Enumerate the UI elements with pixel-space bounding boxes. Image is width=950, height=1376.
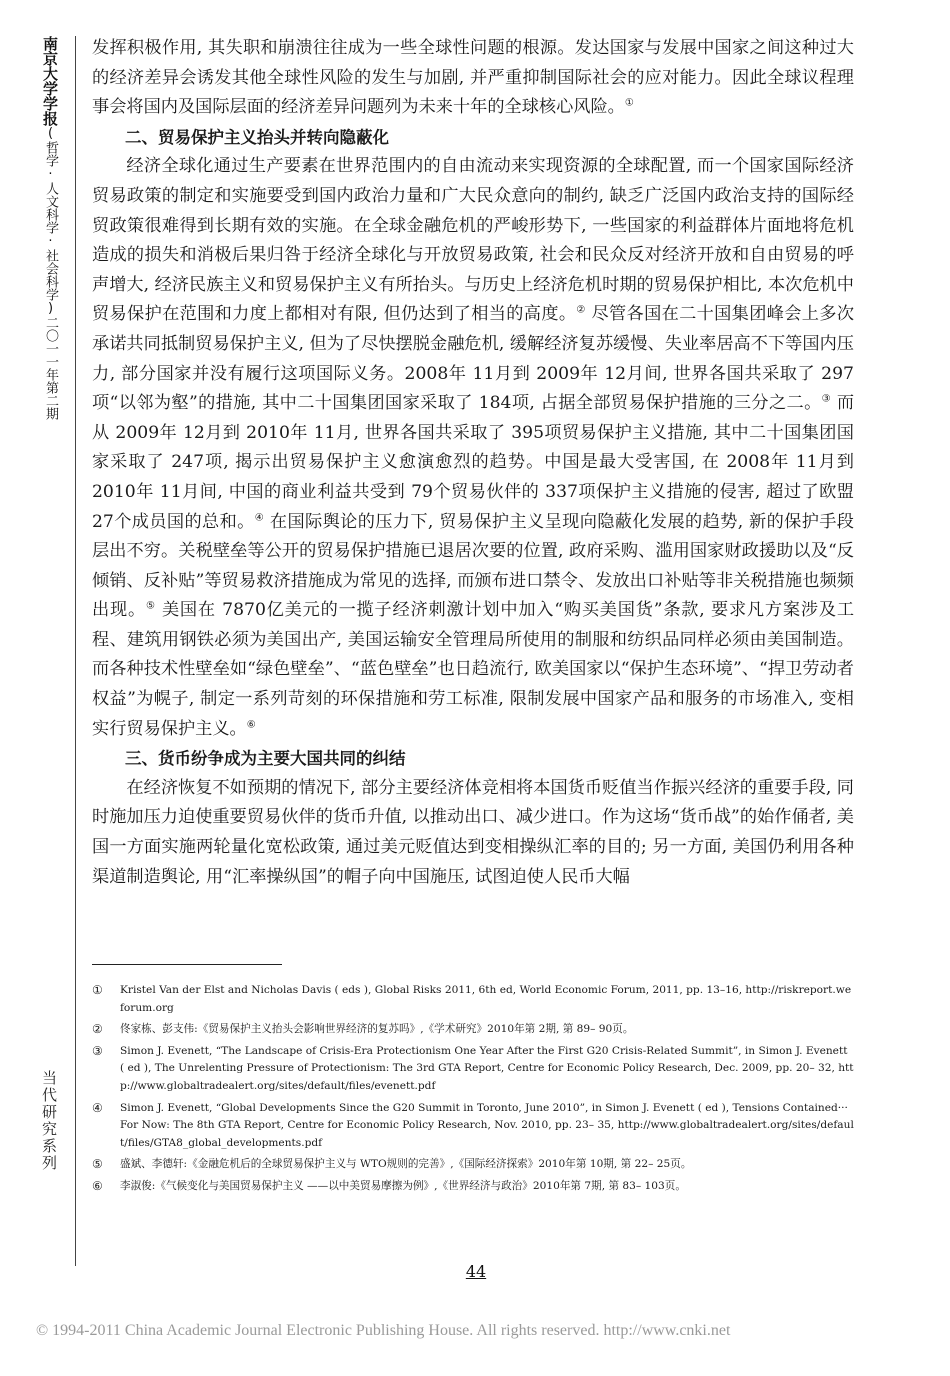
footnote-ref-6[interactable]: ⑥ xyxy=(246,718,256,730)
footnote-1: ① Kristel Van der Elst and Nicholas Davis ( eds ), Global Risks 2011, 6th ed, World Economic Forum, 2011, pp. 13–16, http://riskreport.weforum.org xyxy=(92,983,852,1014)
article-body xyxy=(92,34,854,892)
footnote-ref-3[interactable]: ③ xyxy=(821,393,831,405)
footnote-6: ⑥ 李淑俊:《气候变化与美国贸易保护主义 ——以中美贸易摩擦为例》,《世界经济与政治》2010年第 7期, 第 83– 103页。 xyxy=(92,1178,686,1193)
page-number: 44 xyxy=(465,1262,487,1281)
footnote-5: ⑤ 盛斌、李德轩:《金融危机后的全球贸易保护主义与 WTO规则的完善》,《国际经济探索》2010年第 10期, 第 22– 25页。 xyxy=(92,1157,692,1172)
footnote-2: ② 佟家栋、彭支伟:《贸易保护主义抬头会影响世界经济的复苏吗》,《学术研究》2010年第 2期, 第 89– 90页。 xyxy=(92,1022,634,1037)
side-divider xyxy=(75,36,76,1266)
section-heading-3: 三、货币纷争成为主要大国共同的纠结 xyxy=(125,749,406,769)
journal-subtitle: (哲学·人文科学·社会科学) xyxy=(43,126,58,316)
paragraph-1: 发挥积极作用, 其失职和崩溃往往成为一些全球性问题的根源。发达国家与发展中国家之间这种过大的经济差异会诱发其他全球性风险的发生与加剧, 并严重抑制国际社会的应对能力。因此全球议程理事会将国内及国际层面的经济差异问题列为未来十年的全球核心风险。① xyxy=(92,38,854,118)
journal-name: 南京大学学报 xyxy=(41,36,59,126)
footnote-rule xyxy=(92,964,282,965)
footnote-ref-2[interactable]: ② xyxy=(576,304,586,316)
footnote-ref-4[interactable]: ④ xyxy=(254,511,265,523)
footnote-ref-5[interactable]: ⑤ xyxy=(145,600,156,612)
footnotes xyxy=(92,982,854,1200)
copyright-notice: © 1994-2011 China Academic Journal Electronic Publishing House. All rights reserved. http://www.cnki.net xyxy=(36,1322,731,1339)
series-label: 当代研究系列 xyxy=(40,1070,58,1172)
section-heading-2: 二、贸易保护主义抬头并转向隐蔽化 xyxy=(125,127,389,147)
paragraph-2: 经济全球化通过生产要素在世界范围内的自由流动来实现资源的全球配置, 而一个国家国际经济贸易政策的制定和实施要受到国内政治力量和广大民众意向的制约, 缺乏广泛国内政治支持的国际经贸政策很难得到长期有效的实施。在全球金融危机的严峻形势下, 一些国家的利益群体片面地将危机造成的损失和消极后果归咎于经济全球化与开放贸易政策, 社会和民众反对经济开放和自由贸易的呼声增大, 经济民族主义和贸易保护主义有所抬头。与历史上经济危机时期的贸易保护相比, 本次危机中贸易保护在范围和力度上都相对有限, 但仍达到了相当的高度。② 尽管各国在二十国集团峰会上多次承诺共同抵制贸易保护主义, 但为了尽快摆脱金融危机, 缓解经济复苏缓慢、失业率居高不下等国内压力, 部分国家并没有履行这项国际义务。2008年 11月到 2009年 12月间, 世界各国共采取了 297项“以邻为壑”的措施, 其中二十国集团国家采取了 184项, 占据全部贸易保护措施的三分之二。③ 而从 2009年 12月到 2010年 11月, 世界各国共采取了 395项贸易保护主义措施, 其中二十国集团国家采取了 247项, 揭示出贸易保护主义愈演愈烈的趋势。中国是最大受害国, 在 2008年 11月到 2010年 11月间, 中国的商业利益共受到 79个贸易伙伴的 337项保护主义措施的侵害, 超过了欧盟 27个成员国的总和。④ 在国际舆论的压力下, 贸易保护主义呈现向隐蔽化发展的趋势, 新的保护手段层出不穷。关税壁垒等公开的贸易保护措施已退居次要的位置, 政府采购、滥用国家财政援助以及“反倾销、反补贴”等贸易救济措施成为常见的选择, 而颁布进口禁令、发放出口补贴等非关税措施也频频出现。⑤ 美国在 7870亿美元的一揽子经济刺激计划中加入“购买美国货”条款, 要求凡方案涉及工程、建筑用钢铁必须为美国出产, 美国运输安全管理局所使用的制服和纺织品同样必须由美国制造。而各种技术性壁垒如“绿色壁垒”、“蓝色壁垒”也日趋流行, 欧美国家以“保护生态环境”、“捍卫劳动者权益”为幌子, 制定一系列苛刻的环保措施和劳工标准, 限制发展中国家产品和服务的市场准入, 变相实行贸易保护主义。⑥ xyxy=(92,156,855,739)
footnote-ref-1[interactable]: ① xyxy=(624,97,634,109)
footnote-3: ③ Simon J. Evenett, “The Landscape of Crisis-Era Protectionism One Year After the First G20 Crisis-Related Summit”, in Simon J. Evenett ( ed ), The Unrelenting Pressure of Protectionism: The 3rd GTA Report, Centre for Economic Policy Research, Dec. 2009, pp. 20– 32, http://www.globaltradealert.org/sites/default/files/evenett.pdf xyxy=(92,1043,854,1092)
journal-issue: 二〇一一年第二期 xyxy=(43,316,58,420)
footnote-4: ④ Simon J. Evenett, “Global Developments Since the G20 Summit in Toronto, June 2010”, in Simon J. Evenett ( ed ), Tensions Contained··· For Now: The 8th GTA Report, Centre for Economic Policy Research, Nov. 2010, pp. 23– 35, http://www.globaltradealert.org/sites/default/files/GTA8_global_developments.pdf xyxy=(92,1100,854,1149)
paragraph-3: 在经济恢复不如预期的情况下, 部分主要经济体竞相将本国货币贬值当作振兴经济的重要手段, 同时施加压力迫使重要贸易伙伴的货币升值, 以推动出口、减少进口。作为这场“货币战”的始作俑者, 美国一方面实施两轮量化宽松政策, 通过美元贬值达到变相操纵汇率的目的; 另一方面, 美国仍利用各种渠道制造舆论, 用“汇率操纵国”的帽子向中国施压, 试图迫使人民币大幅 xyxy=(92,777,854,887)
journal-side-label xyxy=(36,36,58,420)
